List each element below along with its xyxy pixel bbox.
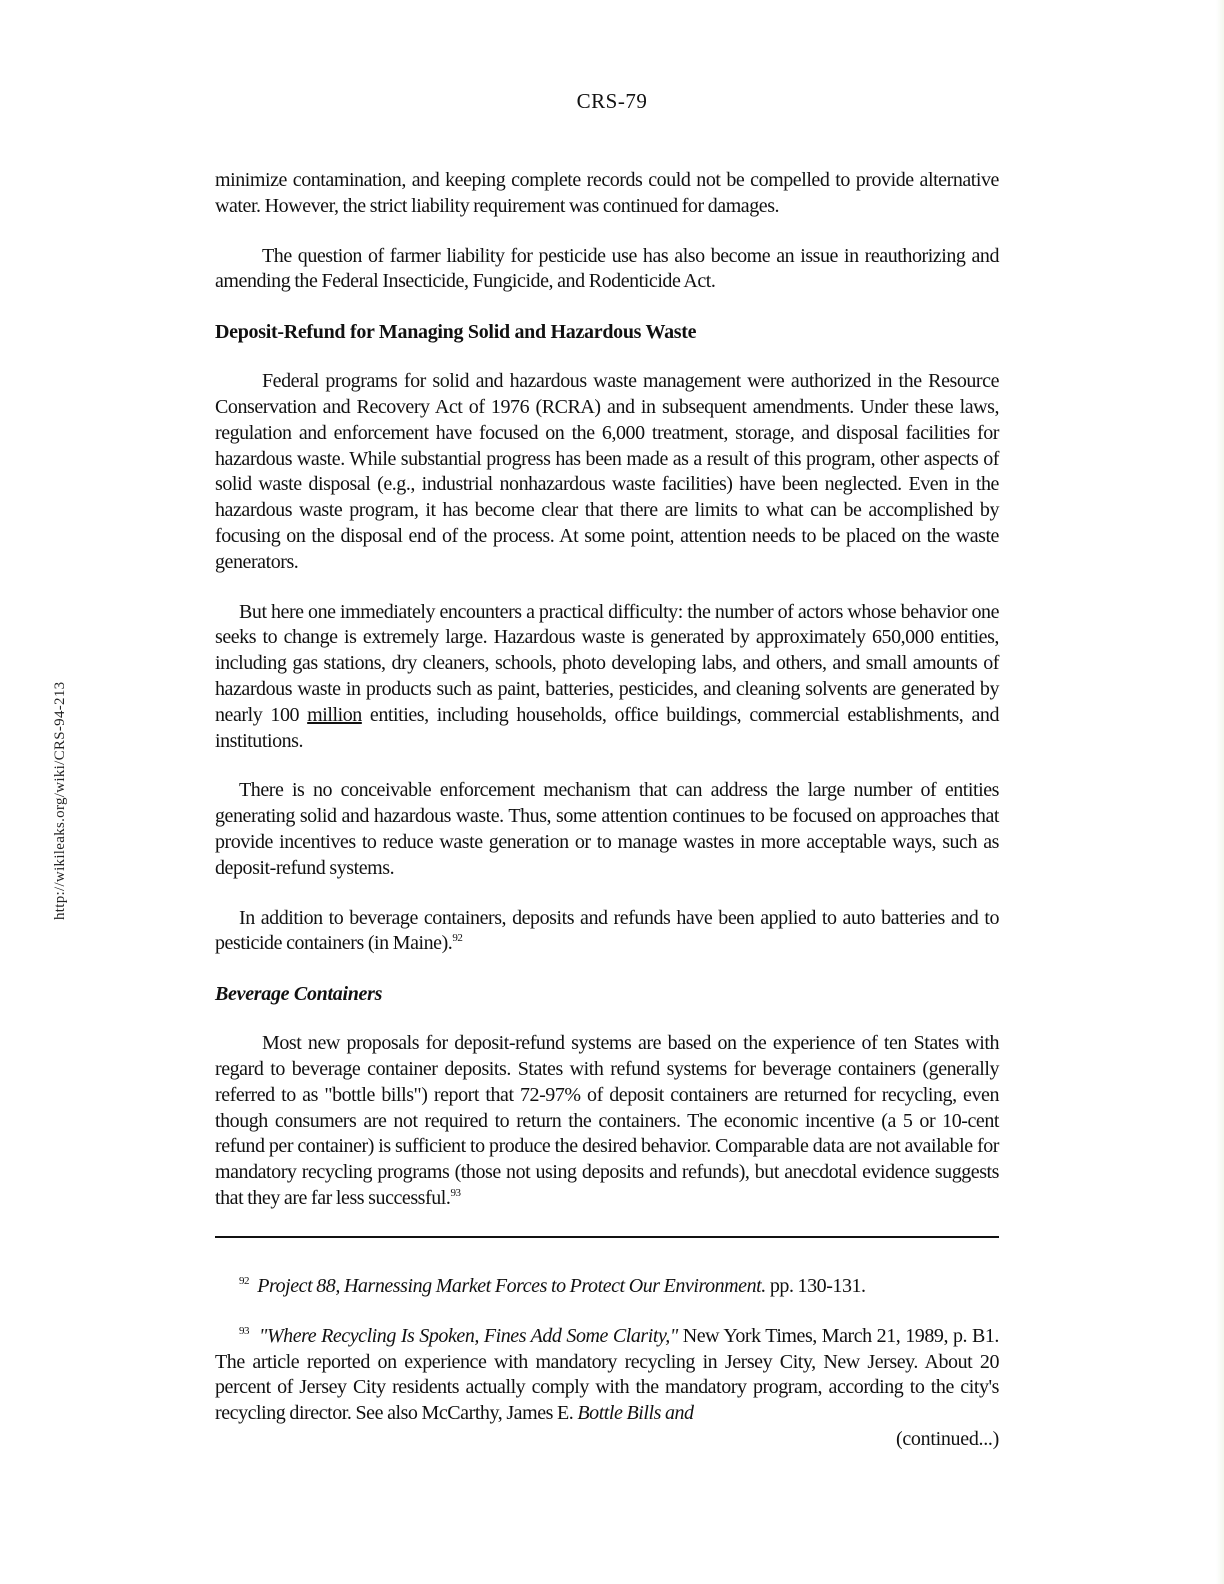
footnote-ref-93[interactable]: 93 bbox=[450, 1186, 461, 1199]
footnote-number: 92 bbox=[239, 1275, 250, 1287]
page-edge bbox=[1216, 0, 1224, 1584]
paragraph-4-text-b: entities, including households, office buildings, commercial establishments, and institutions. bbox=[215, 703, 999, 752]
paragraph-5: There is no conceivable enforcement mechanism that can address the large number of entities generating solid and hazardous waste. Thus, some attention continues to be focused on approaches that provide incentives to reduce waste generation or to manage wastes in more acceptable ways, such as deposit-refund systems. bbox=[215, 779, 999, 879]
source-url-sidebar: http://wikileaks.org/wiki/CRS-94-213 bbox=[52, 681, 68, 920]
footnotes-section bbox=[215, 1274, 999, 1453]
footnote-text: pp. 130-131. bbox=[765, 1275, 866, 1297]
underlined-word-million: million bbox=[307, 703, 362, 726]
paragraph-1: minimize contamination, and keeping complete records could not be compelled to provide alternative water. However, the strict liability requirement was continued for damages. bbox=[215, 169, 999, 217]
paragraph-4-text-a: But here one immediately encounters a practical difficulty: the number of actors whose behavior one seeks to change is extremely large. Hazardous waste is generated by approximately 650,000 entities, including gas stations, dry cleaners, schools, photo developing labs, and others, and small amounts of hazardous waste in products such as paint, batteries, pesticides, and cleaning solvents are generated by nearly 100 bbox=[215, 600, 999, 726]
continued-label: (continued...) bbox=[896, 1427, 999, 1450]
paragraph-6 bbox=[215, 906, 999, 958]
footnote-title: "Where Recycling Is Spoken, Fines Add Some Clarity," bbox=[259, 1324, 678, 1347]
footnote-title: Project 88, Harnessing Market Forces to Protect Our Environment. bbox=[257, 1275, 766, 1297]
footnote-92 bbox=[215, 1274, 999, 1300]
footnote-divider bbox=[215, 1236, 999, 1238]
footnote-number: 93 bbox=[239, 1324, 250, 1337]
paragraph-3: Federal programs for solid and hazardous waste management were authorized in the Resource Conservation and Recovery Act of 1976 (RCRA) and in subsequent amendments. Under these laws, regulation and enforcement have focused on the 6,000 treatment, storage, and disposal facilities for hazardous waste. While substantial progress has been made as a result of this program, other aspects of solid waste disposal (e.g., industrial nonhazardous waste facilities) have been neglected. Even in the hazardous waste program, it has become clear that there are limits to what can be accomplished by focusing on the disposal end of the process. At some point, attention needs to be placed on the waste generators. bbox=[215, 370, 999, 573]
section-heading: Deposit-Refund for Managing Solid and Hazardous Waste bbox=[215, 321, 697, 344]
paragraph-2: The question of farmer liability for pesticide use has also become an issue in reauthorizing and amending the Federal Insecticide, Fungicide, and Rodenticide Act. bbox=[215, 244, 999, 293]
footnote-ref-92[interactable]: 92 bbox=[452, 932, 463, 945]
document-body bbox=[215, 168, 999, 1238]
page-number-header: CRS-79 bbox=[576, 89, 648, 113]
footnote-trailing-title: Bottle Bills and bbox=[577, 1402, 694, 1425]
paragraph-4 bbox=[215, 600, 999, 755]
footnote-text: New York Times, March 21, 1989, p. B1. The article reported on experience with mandatory recycling in Jersey City, New Jersey. About 20 percent of Jersey City residents actually comply with the mandatory program, according to the city's recycling director. See also McCarthy, James E. bbox=[215, 1324, 999, 1425]
paragraph-7-text: Most new proposals for deposit-refund systems are based on the experience of ten States with regard to beverage container deposits. States with refund systems for beverage containers (generally referred to as "bottle bills") report that 72-97% of deposit containers are returned for recycling, even though consumers are not required to return the containers. The economic incentive (a 5 or 10-cent refund per container) is sufficient to produce the desired behavior. Comparable data are not available for mandatory recycling programs (those not using deposits and refunds), but anecdotal evidence suggests that they are far less successful. bbox=[215, 1032, 999, 1209]
paragraph-6-text: In addition to beverage containers, deposits and refunds have been applied to auto batteries and to pesticide containers (in Maine). bbox=[215, 906, 999, 955]
paragraph-7 bbox=[215, 1031, 999, 1212]
footnote-93 bbox=[215, 1324, 999, 1427]
subsection-heading: Beverage Containers bbox=[215, 983, 383, 1006]
